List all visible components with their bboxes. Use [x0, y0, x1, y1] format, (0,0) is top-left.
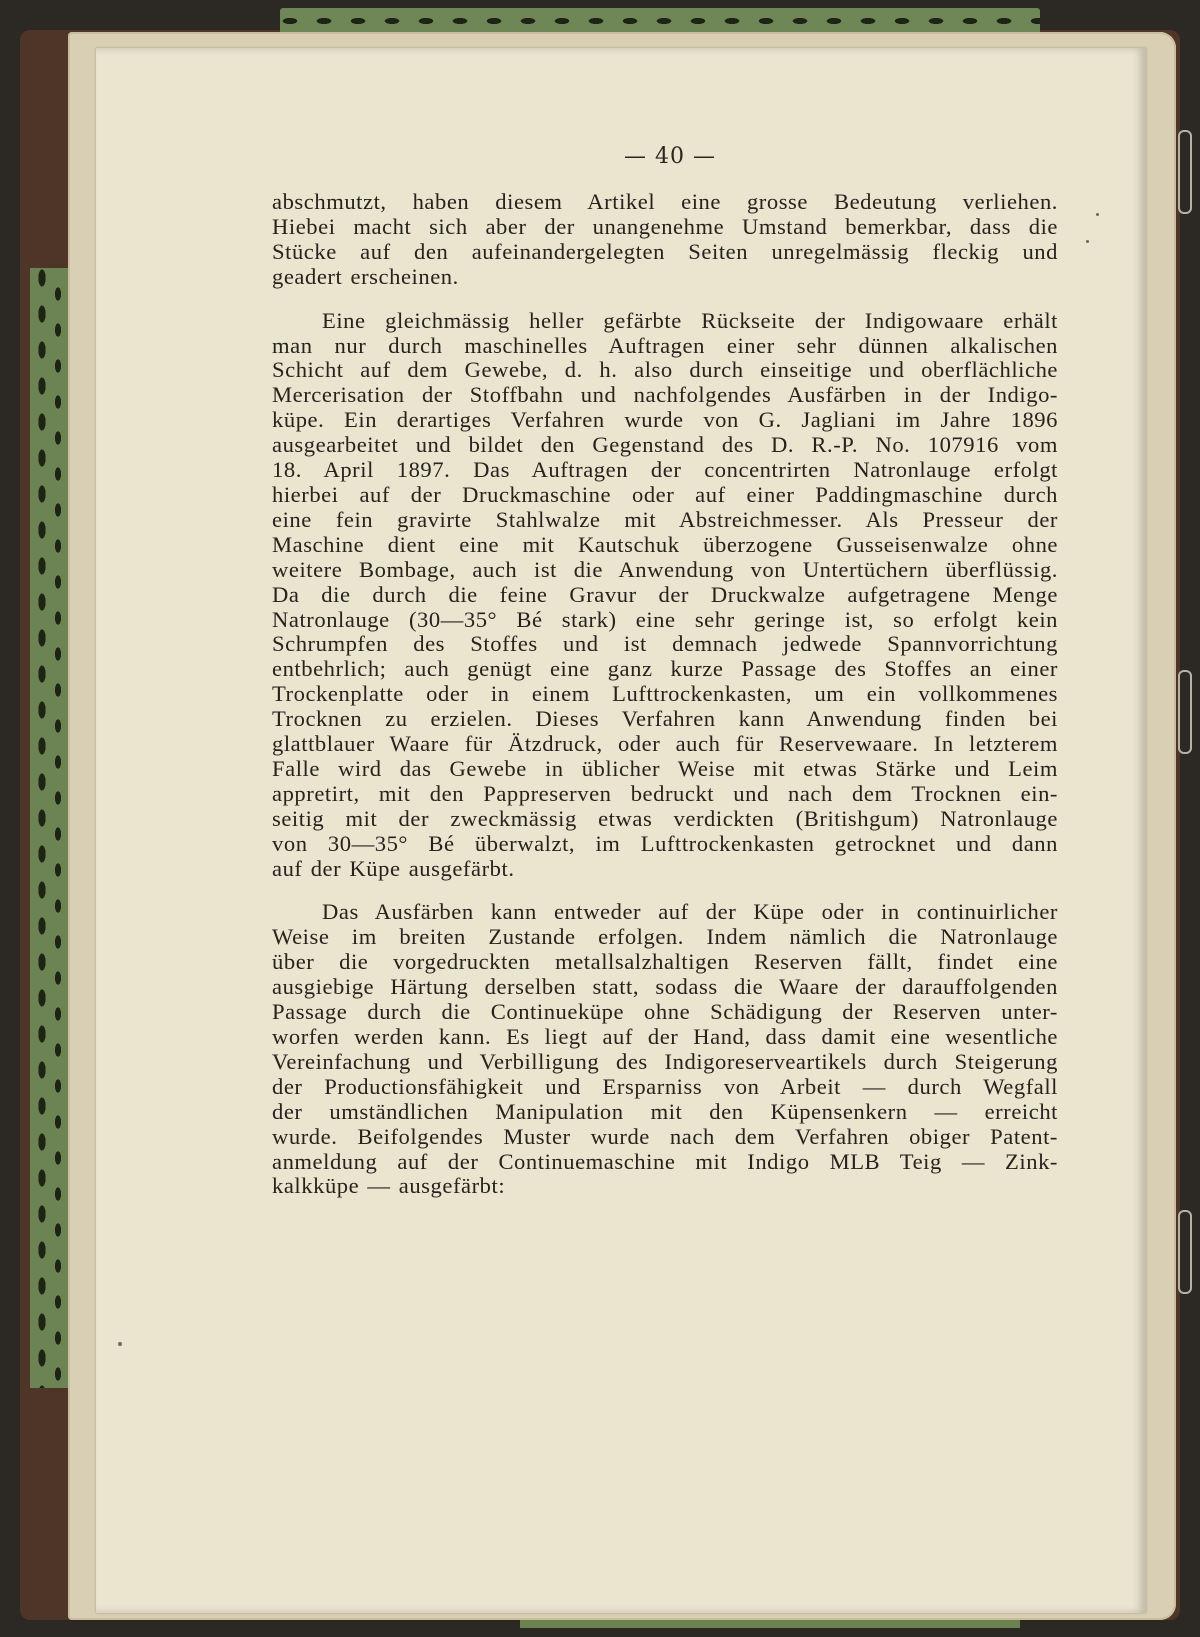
- body-text: [272, 190, 1058, 1199]
- text-line: der umständlichen Manipulation mit den Küpensenkern — erreicht: [272, 1098, 1058, 1124]
- paper-speck: [118, 1342, 122, 1346]
- page-number-header: — 40 —: [624, 144, 716, 169]
- text-line: der Productionsfähigkeit und Ersparniss von Arbeit — durch Wegfall: [272, 1073, 1058, 1099]
- text-line: ausgearbeitet und bildet den Gegenstand des D. R.-P. No. 107916 vom: [272, 432, 1058, 458]
- text-line: man nur durch maschinelles Auftragen einer sehr dünnen alkalischen: [272, 332, 1058, 358]
- cover-top-strip: [280, 8, 1040, 34]
- text-line: über die vorgedruckten metallsalzhaltigen Reserven fällt, findet eine: [272, 949, 1058, 975]
- text-line: Das Ausfärben kann entweder auf der Küpe oder in continuirlicher: [322, 899, 1058, 925]
- text-line: Stücke auf den aufeinandergelegten Seiten unregelmässig fleckig und: [272, 238, 1058, 264]
- paper-speck: [1096, 213, 1099, 216]
- text-line: seitig mit der zweckmässig etwas verdickten (Britishgum) Natronlauge: [272, 805, 1058, 831]
- text-line: worfen werden kann. Es liegt auf der Hand, dass damit eine wesentliche: [272, 1024, 1058, 1049]
- text-line: Hiebei macht sich aber der unangenehme Umstand bemerkbar, dass die: [272, 213, 1058, 239]
- binding-clip-icon: [1178, 670, 1192, 754]
- text-line: Natronlauge (30—35° Bé stark) eine sehr geringe ist, so erfolgt kein: [272, 606, 1058, 632]
- text-line: Schrumpfen des Stoffes und ist demnach jedwede Spannvorrichtung: [272, 631, 1058, 657]
- text-line: ausgiebige Härtung derselben statt, sodass die Waare der darauffolgenden: [272, 974, 1058, 1000]
- text-line: Mercerisation der Stoffbahn und nachfolgendes Ausfärben in der Indigo-: [272, 382, 1058, 408]
- text-line: anmeldung auf der Continuemaschine mit Indigo MLB Teig — Zink-: [272, 1148, 1058, 1174]
- text-line: Trockenplatte oder in einem Lufttrockenkasten, um ein vollkommenes: [272, 681, 1058, 707]
- paper-speck: [1086, 240, 1089, 243]
- text-line: hierbei auf der Druckmaschine oder auf einer Paddingmaschine durch: [272, 481, 1058, 507]
- paragraph-gap: [272, 290, 1058, 309]
- text-line: Trocknen zu erzielen. Dieses Verfahren kann Anwendung finden bei: [272, 706, 1058, 732]
- paragraph-gap: [272, 881, 1058, 900]
- text-line: glattblauer Waare für Ätzdruck, oder auch für Reservewaare. In letzterem: [272, 731, 1058, 757]
- binding-clip-icon: [1178, 130, 1192, 214]
- text-line: Maschine dient eine mit Kautschuk überzogene Gusseisenwalze ohne: [272, 531, 1058, 557]
- text-line: geadert erscheinen.: [272, 263, 459, 289]
- text-line: auf der Küpe ausgefärbt.: [272, 855, 515, 881]
- text-line: weitere Bombage, auch ist die Anwendung von Untertüchern überflüssig.: [272, 556, 1058, 582]
- text-line: 18. April 1897. Das Auftragen der concentrirten Natronlauge erfolgt: [272, 457, 1058, 483]
- cover-left-strip: [30, 268, 70, 1388]
- text-line: abschmutzt, haben diesem Artikel eine grosse Bedeutung verliehen.: [272, 189, 1058, 214]
- text-line: von 30—35° Bé überwalzt, im Lufttrockenkasten getrocknet und dann: [272, 830, 1058, 856]
- text-line: Schicht auf dem Gewebe, d. h. also durch einseitige und oberflächliche: [272, 357, 1058, 383]
- text-line: appretirt, mit den Pappreserven bedruckt und nach dem Trocknen ein-: [272, 780, 1058, 806]
- text-line: eine fein gravirte Stahlwalze mit Abstreichmesser. Als Presseur der: [272, 506, 1058, 532]
- text-line: entbehrlich; auch genügt eine ganz kurze Passage des Stoffes an einer: [272, 656, 1058, 682]
- binding-clip-icon: [1178, 1210, 1192, 1294]
- text-line: küpe. Ein derartiges Verfahren wurde von G. Jagliani im Jahre 1896: [272, 407, 1058, 433]
- text-line: Eine gleichmässig heller gefärbte Rückseite der Indigowaare erhält: [322, 307, 1058, 333]
- text-line: Falle wird das Gewebe in üblicher Weise mit etwas Stärke und Leim: [272, 755, 1058, 781]
- text-line: Vereinfachung und Verbilligung des Indigoreserveartikels durch Steigerung: [272, 1048, 1058, 1074]
- text-line: Passage durch die Continueküpe ohne Schädigung der Reserven unter-: [272, 999, 1058, 1025]
- text-line: Weise im breiten Zustande erfolgen. Indem nämlich die Natronlauge: [272, 924, 1058, 950]
- text-line: Da die durch die feine Gravur der Druckwalze aufgetragene Menge: [272, 581, 1058, 607]
- text-line: wurde. Beifolgendes Muster wurde nach dem Verfahren obiger Patent-: [272, 1123, 1058, 1149]
- text-line: kalkküpe — ausgefärbt:: [272, 1173, 506, 1199]
